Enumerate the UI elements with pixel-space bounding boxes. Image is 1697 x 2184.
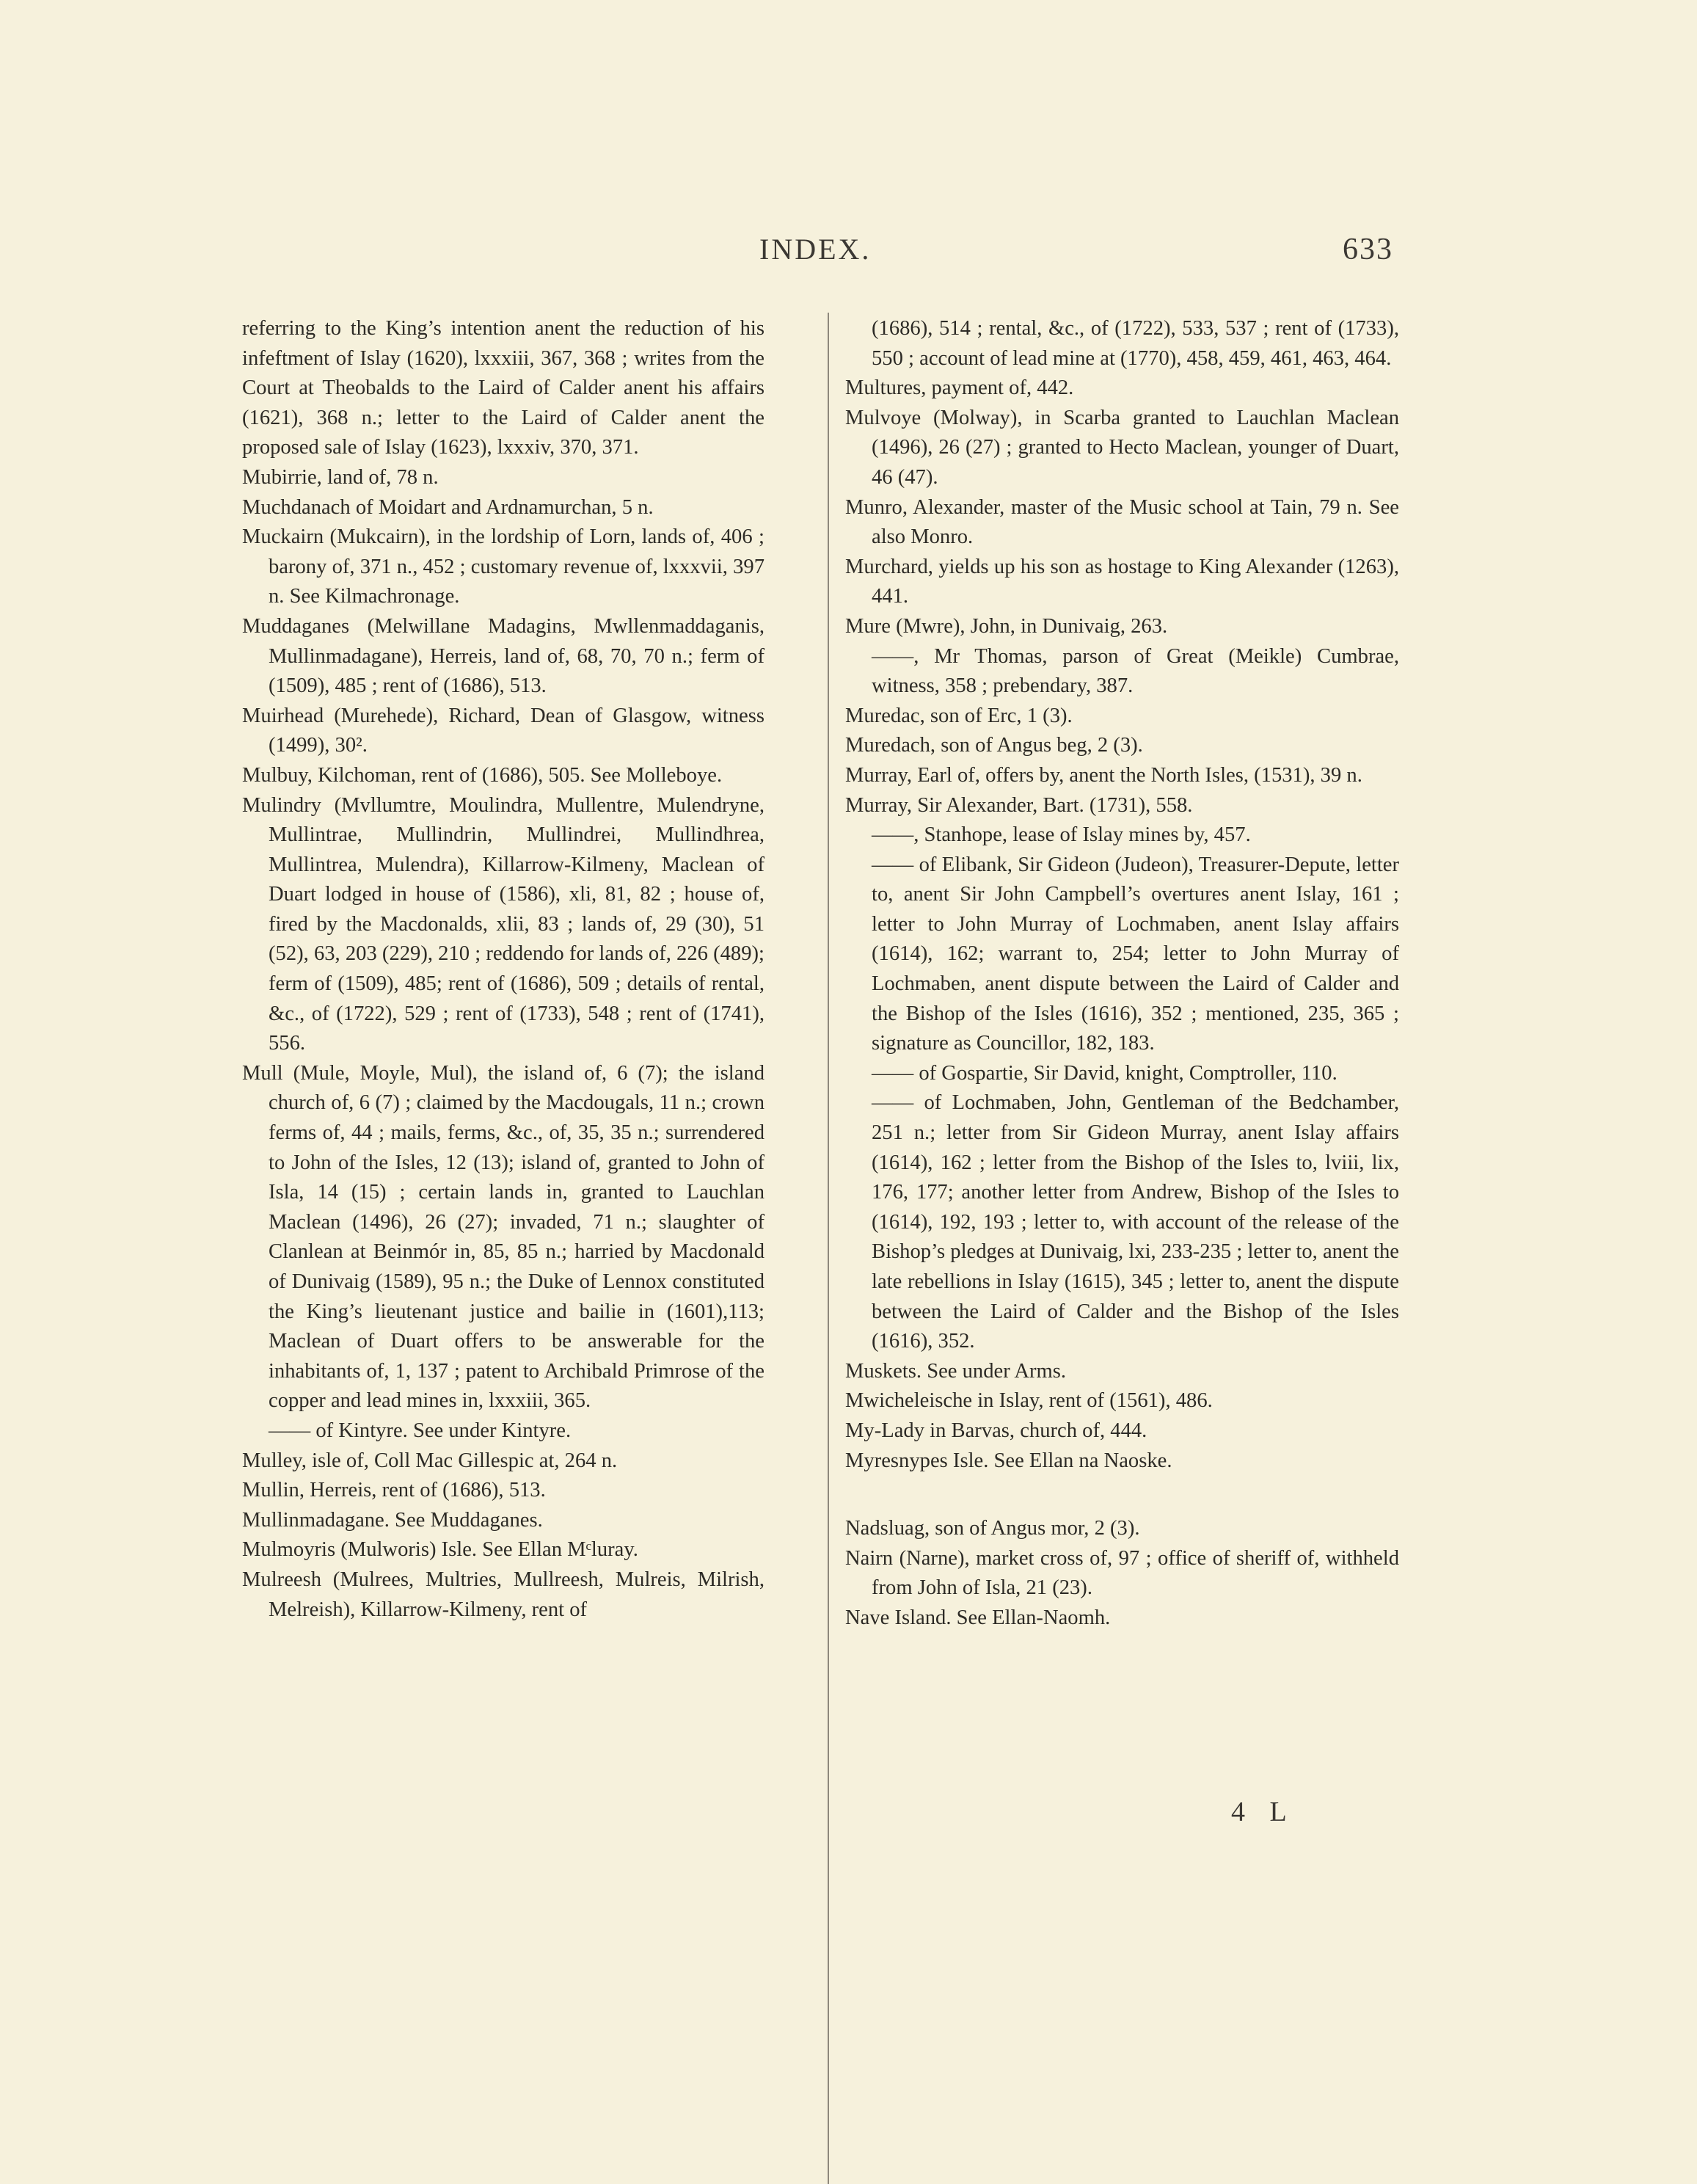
index-entry: Mubirrie, land of, 78 n.	[242, 465, 439, 489]
index-entry: Mulvoye (Molway), in Scarba granted to Lauchlan Maclean (1496), 26 (27) ; granted to Hecto Maclean, younger of Duart, 46 (47).	[845, 406, 1399, 489]
index-entry: Murray, Earl of, offers by, anent the North Isles, (1531), 39 n.	[845, 763, 1362, 787]
index-entry: Muredac, son of Erc, 1 (3).	[845, 704, 1073, 727]
right-column	[845, 314, 1399, 1634]
index-entry: Mulmoyris (Mulworis) Isle. See Ellan Mᶜluray.	[242, 1538, 638, 1562]
index-entry-continued: (1686), 514 ; rental, &c., of (1722), 533, 537 ; rent of (1733), 550 ; account of lead mine at (1770), 458, 459, 461, 463, 464.	[872, 317, 1399, 370]
index-entry: Muchdanach of Moidart and Ardnamurchan, 5 n.	[242, 495, 654, 519]
index-entry: Muckairn (Mukcairn), in the lordship of Lorn, lands of, 406 ; barony of, 371 n., 452 ; customary revenue of, lxxxvii, 397 n. See Kilmachronage.	[242, 525, 764, 608]
index-entry: Muskets. See under Arms.	[845, 1359, 1067, 1383]
signature-mark: 4 L	[1231, 1797, 1296, 1827]
index-entry: Mulbuy, Kilchoman, rent of (1686), 505. See Molleboye.	[242, 763, 723, 787]
letter-section-gap	[845, 1476, 1399, 1514]
index-subentry: ——, Mr Thomas, parson of Great (Meikle) Cumbrae, witness, 358 ; prebendary, 387.	[872, 644, 1399, 698]
index-entry: Nave Island. See Ellan-Naomh.	[845, 1606, 1111, 1629]
index-entry: Munro, Alexander, master of the Music school at Tain, 79 n. See also Monro.	[845, 495, 1399, 549]
running-head: INDEX.	[759, 233, 872, 266]
index-subentry: —— of Elibank, Sir Gideon (Judeon), Treasurer-Depute, letter to, anent Sir John Campbell’s overtures anent Islay, 161 ; letter to John Murray of Lochmaben, anent Islay affairs (1614), 162; warrant to, 254; letter to John Murray of Lochmaben, anent dispute between the Laird of Calder and the Bishop of the Isles (1616), 352 ; mentioned, 235, 365 ; signature as Councillor, 182, 183.	[872, 853, 1399, 1055]
index-subentry: ——, Stanhope, lease of Islay mines by, 457.	[872, 823, 1251, 847]
index-entry: My-Lady in Barvas, church of, 444.	[845, 1419, 1147, 1442]
index-entry: Mullin, Herreis, rent of (1686), 513.	[242, 1479, 546, 1502]
index-entry: referring to the King’s intention anent the reduction of his infeftment of Islay (1620), lxxxiii, 367, 368 ; writes from the Court at Theobalds to the Laird of Calder anent his affairs (1621), 368 n.; letter to the Laird of Calder anent the proposed sale of Islay (1623), lxxxiv, 370, 371.	[242, 317, 764, 459]
index-entry: Mullinmadagane. See Muddaganes.	[242, 1508, 543, 1532]
index-entry: Mull (Mule, Moyle, Mul), the island of, 6 (7); the island church of, 6 (7) ; claimed by the Macdougals, 11 n.; crown ferms of, 44 ; mails, ferms, &c., of, 35, 35 n.; surrendered to John of the Isles, 12 (13); island of, granted to John of Isla, 14 (15) ; certain lands in, granted to Lauchlan Maclean (1496), 26 (27); invaded, 71 n.; slaughter of Clanlean at Beinmór in, 85, 85 n.; harried by Macdonald of Dunivaig (1589), 95 n.; the Duke of Lennox constituted the King’s lieutenant justice and bailie in (1601),113; Maclean of Duart offers to be answerable for the inhabitants of, 1, 137 ; patent to Archibald Primrose of the copper and lead mines in, lxxxiii, 365.	[242, 1061, 764, 1413]
index-entry: Muddaganes (Melwillane Madagins, Mwllenmaddaganis, Mullinmadagane), Herreis, land of, 68, 70, 70 n.; ferm of (1509), 485 ; rent of (1686), 513.	[242, 614, 764, 698]
index-subentry: —— of Lochmaben, John, Gentleman of the Bedchamber, 251 n.; letter from Sir Gideon Murray, anent Islay affairs (1614), 162 ; letter from the Bishop of the Isles to, lviii, lix, 176, 177; another letter from Andrew, Bishop of the Isles to (1614), 192, 193 ; letter to, with account of the release of the Bishop’s pledges at Dunivaig, lxi, 233-235 ; letter to, anent the late rebellions in Islay (1615), 345 ; letter to, anent the dispute between the Laird of Calder and the Bishop of the Isles (1616), 352.	[872, 1091, 1399, 1353]
index-entry: Myresnypes Isle. See Ellan na Naoske.	[845, 1449, 1172, 1472]
index-entry: Multures, payment of, 442.	[845, 376, 1074, 400]
index-entry: Murray, Sir Alexander, Bart. (1731), 558.	[845, 793, 1193, 817]
index-entry: Mwicheleische in Islay, rent of (1561), 486.	[845, 1389, 1213, 1413]
index-subentry: —— of Kintyre. See under Kintyre.	[269, 1419, 572, 1442]
index-entry: Muredach, son of Angus beg, 2 (3).	[845, 734, 1143, 757]
index-entry: Mulreesh (Mulrees, Multries, Mullreesh, Mulreis, Milrish, Melreish), Killarrow-Kilmeny, rent of	[242, 1568, 764, 1621]
index-entry: Murchard, yields up his son as hostage to King Alexander (1263), 441.	[845, 555, 1399, 608]
index-entry: Mulindry (Mvllumtre, Moulindra, Mullentre, Mulendryne, Mullintrae, Mullindrin, Mullindrei, Mullindhrea, Mullintrea, Mulendra), Killarrow-Kilmeny, Maclean of Duart lodged in house of (1586), xli, 81, 82 ; house of, fired by the Macdonalds, xlii, 83 ; lands of, 29 (30), 51 (52), 63, 203 (229), 210 ; reddendo for lands of, 226 (489); ferm of (1509), 485; rent of (1686), 509 ; details of rental, &c., of (1722), 529 ; rent of (1733), 548 ; rent of (1741), 556.	[242, 793, 764, 1055]
index-subentry: —— of Gospartie, Sir David, knight, Comptroller, 110.	[872, 1061, 1337, 1085]
left-column	[242, 314, 764, 1625]
index-entry: Muirhead (Murehede), Richard, Dean of Glasgow, witness (1499), 30².	[242, 704, 764, 757]
index-entry: Mulley, isle of, Coll Mac Gillespic at, 264 n.	[242, 1449, 618, 1472]
index-entry: Nadsluag, son of Angus mor, 2 (3).	[845, 1517, 1140, 1540]
page-number: 633	[1343, 233, 1393, 266]
index-entry: Mure (Mwre), John, in Dunivaig, 263.	[845, 614, 1168, 638]
index-entry: Nairn (Narne), market cross of, 97 ; office of sheriff of, withheld from John of Isla, 21 (23).	[845, 1546, 1399, 1600]
column-divider	[828, 313, 829, 2184]
